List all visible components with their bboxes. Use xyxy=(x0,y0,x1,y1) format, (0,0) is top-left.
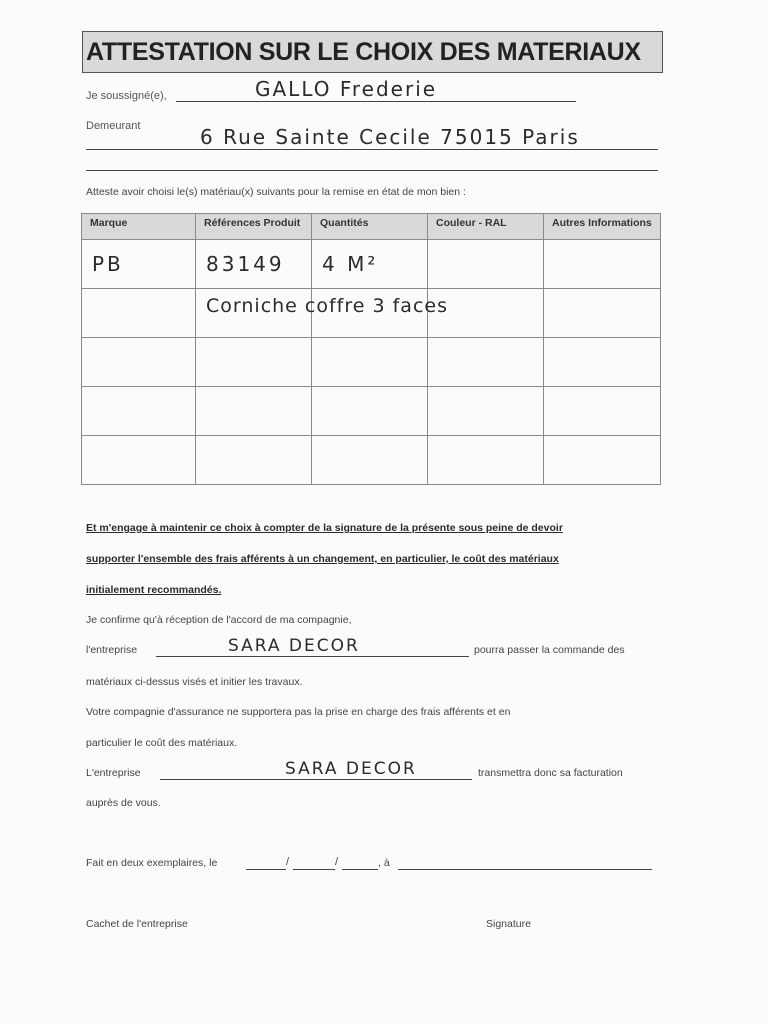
table-cell xyxy=(82,289,196,338)
entreprise2-value: SARA DECOR xyxy=(285,759,417,779)
table-cell xyxy=(196,436,312,485)
cell-reference-description: Corniche coffre 3 faces xyxy=(206,295,448,317)
soussigne-line xyxy=(176,101,576,102)
table-cell xyxy=(312,338,428,387)
date-month-line xyxy=(293,869,335,870)
table-cell xyxy=(428,240,544,289)
entreprise2-line xyxy=(160,779,472,780)
table-row xyxy=(82,240,661,289)
table-cell xyxy=(196,338,312,387)
table-cell xyxy=(544,338,661,387)
date-slash-1: / xyxy=(286,856,290,868)
table-cell xyxy=(312,240,428,289)
header-quantites: Quantités xyxy=(312,214,428,240)
engagement-line-1: Et m'engage à maintenir ce choix à compter de la signature de la présente sous peine de devoir xyxy=(86,522,563,534)
table-cell xyxy=(428,387,544,436)
materiaux-line: matériaux ci-dessus visés et initier les travaux. xyxy=(86,676,303,688)
table-cell xyxy=(312,387,428,436)
demeurant-value: 6 Rue Sainte Cecile 75015 Paris xyxy=(200,125,580,149)
entreprise2-label: L'entreprise xyxy=(86,767,141,779)
fait-a: , à xyxy=(378,857,390,869)
intro-text: Atteste avoir choisi le(s) matériau(x) suivants pour la remise en état de mon bien : xyxy=(86,186,466,198)
header-marque: Marque xyxy=(82,214,196,240)
assurance-line-1: Votre compagnie d'assurance ne supportera pas la prise en charge des frais afférents et en xyxy=(86,706,511,718)
entreprise2-suffix: transmettra donc sa facturation xyxy=(478,767,623,779)
table-cell xyxy=(544,289,661,338)
entreprise1-value: SARA DECOR xyxy=(228,636,360,656)
demeurant-label: Demeurant xyxy=(86,120,141,132)
cell-autres xyxy=(544,252,554,276)
materials-table xyxy=(81,213,661,485)
table-cell xyxy=(196,240,312,289)
assurance-line-2: particulier le coût des matériaux. xyxy=(86,737,238,749)
table-cell xyxy=(82,240,196,289)
table-cell xyxy=(82,338,196,387)
soussigne-label: Je soussigné(e), xyxy=(86,90,167,102)
table-header-row xyxy=(82,214,661,240)
table-cell xyxy=(428,338,544,387)
cell-couleur xyxy=(428,252,438,276)
cell-reference: 83149 xyxy=(206,252,285,276)
table-cell xyxy=(82,387,196,436)
table-row xyxy=(82,338,661,387)
table-row xyxy=(82,289,661,338)
table-cell xyxy=(544,240,661,289)
cell-quantite: 4 M² xyxy=(322,252,379,276)
table-cell xyxy=(82,436,196,485)
table-row xyxy=(82,436,661,485)
place-line xyxy=(398,869,652,870)
fait-label: Fait en deux exemplaires, le xyxy=(86,857,218,869)
table-cell xyxy=(312,436,428,485)
demeurant-line-2 xyxy=(86,170,658,171)
entreprise1-line xyxy=(156,656,469,657)
date-day-line xyxy=(246,869,286,870)
table-cell xyxy=(428,436,544,485)
demeurant-line-1 xyxy=(86,149,658,150)
cachet-label: Cachet de l'entreprise xyxy=(86,918,188,930)
signature-label: Signature xyxy=(486,918,531,930)
header-references: Références Produit xyxy=(196,214,312,240)
page-title: ATTESTATION SUR LE CHOIX DES MATERIAUX xyxy=(86,38,641,66)
soussigne-value: GALLO Frederie xyxy=(255,77,438,101)
table-cell xyxy=(544,436,661,485)
engagement-line-2: supporter l'ensemble des frais afférents à un changement, en particulier, le coût des matériaux xyxy=(86,553,559,565)
header-couleur: Couleur - RAL xyxy=(428,214,544,240)
table-cell xyxy=(544,387,661,436)
table-row xyxy=(82,387,661,436)
table-cell xyxy=(196,289,448,338)
confirm-text: Je confirme qu'à réception de l'accord de ma compagnie, xyxy=(86,614,352,626)
engagement-line-3: initialement recommandés. xyxy=(86,584,222,596)
entreprise1-suffix: pourra passer la commande des xyxy=(474,644,625,656)
entreprise1-label: l'entreprise xyxy=(86,644,138,656)
cell-marque: PB xyxy=(92,252,124,276)
aupres-text: auprès de vous. xyxy=(86,797,161,809)
header-autres: Autres Informations xyxy=(544,214,661,240)
date-slash-2: / xyxy=(335,856,339,868)
table-cell xyxy=(196,387,312,436)
date-year-line xyxy=(342,869,378,870)
